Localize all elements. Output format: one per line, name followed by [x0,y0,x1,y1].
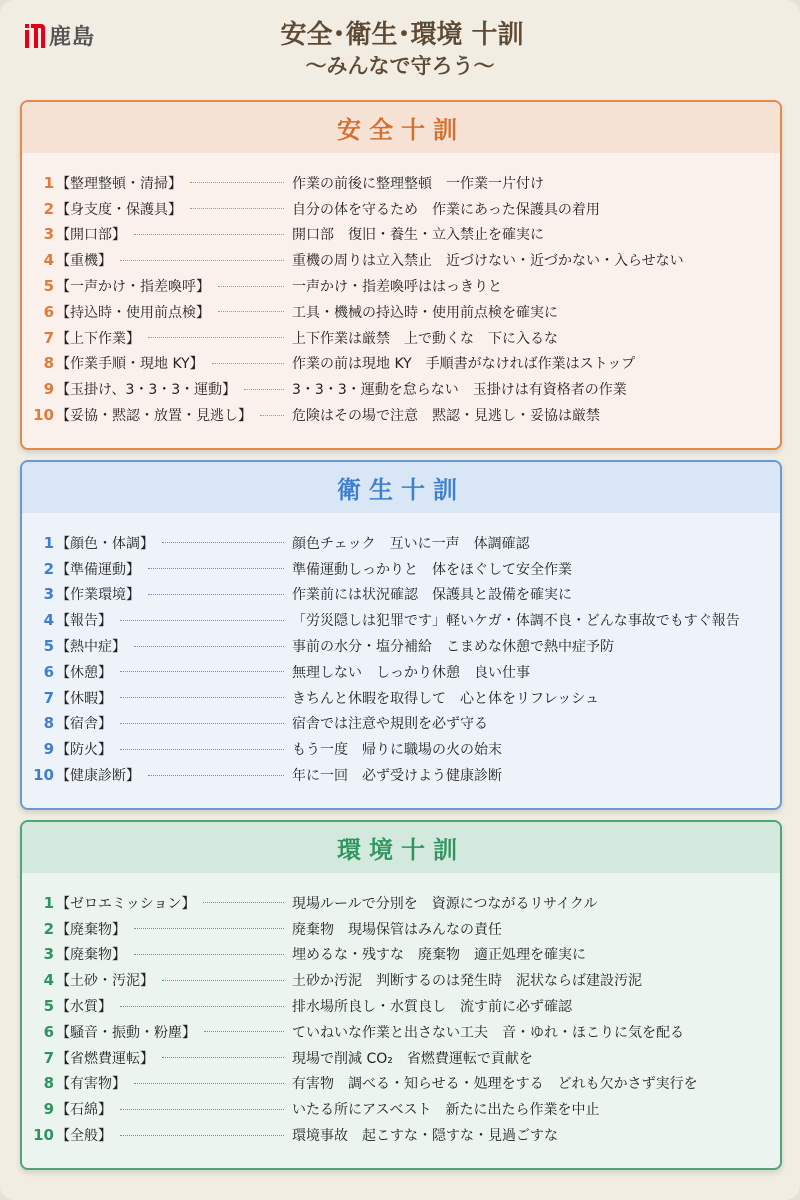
list-item [22,1096,780,1122]
item-number: 2 [43,559,54,578]
item-label: 【休暇】 [56,690,112,707]
list-item [22,967,780,993]
environment-section [20,820,782,1170]
item-number: 3 [43,585,54,604]
dotted-leader [120,260,284,261]
list-item [22,402,780,428]
item-desc: 作業前には状況確認 保護具と設備を確実に [292,587,572,604]
list-item [22,607,780,633]
list-item [22,916,780,942]
item-desc: 現場ルールで分別を 資源につながるリサイクル [292,895,598,912]
item-number: 10 [33,766,54,785]
item-label: 【土砂・汚泥】 [56,973,154,990]
section-title: 安全十訓 [22,102,780,153]
item-number: 5 [43,637,54,656]
item-label: 【重機】 [56,253,112,270]
item-number: 6 [43,662,54,681]
item-desc: いたる所にアスベスト 新たに出たら作業を中止 [292,1102,600,1119]
list-item [22,1122,780,1148]
list-item [22,711,780,737]
item-label: 【健康診断】 [56,768,140,785]
item-label: 【持込時・使用前点検】 [56,304,210,321]
list-item [22,942,780,968]
rule-list [22,513,780,804]
dotted-leader [120,723,284,724]
item-label: 【身支度・保護具】 [56,201,182,218]
list-item [22,170,780,196]
item-number: 2 [43,199,54,218]
item-label: 【報告】 [56,613,112,630]
item-label: 【作業環境】 [56,587,140,604]
list-item [22,299,780,325]
item-label: 【準備運動】 [56,561,140,578]
item-desc: 廃棄物 現場保管はみんなの責任 [292,921,502,938]
dotted-leader [190,208,284,209]
item-number: 10 [33,406,54,425]
dotted-leader [120,1006,284,1007]
dotted-leader [148,594,284,595]
item-label: 【宿舎】 [56,716,112,733]
list-item [22,273,780,299]
item-number: 9 [43,380,54,399]
item-label: 【上下作業】 [56,330,140,347]
item-desc: 開口部 復旧・養生・立入禁止を確実に [292,227,544,244]
logo-text: 鹿島 [49,25,96,50]
dotted-leader [120,1135,284,1136]
item-desc: 作業の前は現地 KY 手順書がなければ作業はストップ [292,356,636,373]
item-label: 【休憩】 [56,664,112,681]
dotted-leader [134,928,284,929]
item-number: 6 [43,302,54,321]
item-number: 8 [43,1074,54,1093]
dotted-leader [162,542,284,543]
list-item [22,659,780,685]
item-number: 3 [43,945,54,964]
item-desc: 土砂か汚泥 判断するのは発生時 泥状ならば建設汚泥 [292,973,642,990]
item-label: 【妥協・黙認・放置・見逃し】 [56,408,252,425]
list-item [22,351,780,377]
item-number: 1 [43,173,54,192]
dotted-leader [190,182,284,183]
item-desc: 作業の前後に整理整頓 一作業一片付け [292,175,544,192]
page-title: 安全･衛生･環境 十訓 [280,20,524,50]
item-number: 10 [33,1126,54,1145]
item-number: 5 [43,997,54,1016]
dotted-leader [203,902,284,903]
dotted-leader [218,286,284,287]
dotted-leader [134,234,284,235]
list-item [22,1045,780,1071]
item-desc: 宿舎では注意や規則を必ず守る [292,716,488,733]
item-number: 3 [43,225,54,244]
item-desc: ていねいな作業と出さない工夫 音・ゆれ・ほこりに気を配る [292,1024,684,1041]
list-item [22,736,780,762]
dotted-leader [134,1083,284,1084]
item-number: 9 [43,740,54,759]
item-desc: 顔色チェック 互いに一声 体調確認 [292,535,530,552]
list-item [22,325,780,351]
item-label: 【水質】 [56,999,112,1016]
dotted-leader [162,1057,284,1058]
list-item [22,633,780,659]
item-number: 7 [43,688,54,707]
item-desc: 年に一回 必ず受けよう健康診断 [292,768,502,785]
dotted-leader [148,568,284,569]
dotted-leader [162,980,284,981]
item-label: 【有害物】 [56,1076,126,1093]
item-desc: 準備運動しっかりと 体をほぐして安全作業 [292,561,572,578]
list-item [22,685,780,711]
list-item [22,247,780,273]
dotted-leader [218,311,284,312]
item-desc: 重機の周りは立入禁止 近づけない・近づかない・入らせない [292,253,684,270]
health-section [20,460,782,810]
item-label: 【玉掛け、3・3・3・運動】 [56,382,237,399]
item-label: 【騒音・振動・粉塵】 [56,1024,196,1041]
item-desc: 上下作業は厳禁 上で動くな 下に入るな [292,330,558,347]
item-label: 【一声かけ・指差喚呼】 [56,279,210,296]
dotted-leader [134,646,284,647]
item-desc: 無理しない しっかり休憩 良い仕事 [292,664,530,681]
item-desc: 自分の体を守るため 作業にあった保護具の着用 [292,201,600,218]
list-item [22,556,780,582]
dotted-leader [204,1031,284,1032]
dotted-leader [134,954,284,955]
list-item [22,993,780,1019]
item-desc: 危険はその場で注意 黙認・見逃し・妥協は厳禁 [292,408,600,425]
item-number: 4 [43,611,54,630]
dotted-leader [212,363,284,364]
item-desc: 環境事故 起こすな・隠すな・見過ごすな [292,1128,558,1145]
list-item [22,1071,780,1097]
item-number: 5 [43,277,54,296]
item-number: 8 [43,714,54,733]
rule-list [22,153,780,444]
dotted-leader [120,1109,284,1110]
item-label: 【廃棄物】 [56,947,126,964]
list-item [22,530,780,556]
section-title: 環境十訓 [22,822,780,873]
item-label: 【防火】 [56,742,112,759]
item-desc: 一声かけ・指差喚呼ははっきりと [292,279,502,296]
dotted-leader [244,389,284,390]
item-label: 【ゼロエミッション】 [56,895,196,912]
list-item [22,196,780,222]
item-desc: 3・3・3・運動を怠らない 玉掛けは有資格者の作業 [292,382,627,399]
item-label: 【石綿】 [56,1102,112,1119]
item-number: 2 [43,919,54,938]
item-label: 【顔色・体調】 [56,535,154,552]
item-desc: 「労災隠しは犯罪です」軽いケガ・体調不良・どんな事故でもすぐ報告 [292,613,740,630]
item-label: 【整理整頓・清掃】 [56,175,182,192]
item-number: 8 [43,354,54,373]
item-desc: きちんと休暇を取得して 心と体をリフレッシュ [292,690,600,707]
item-number: 9 [43,1100,54,1119]
safety-section [20,100,782,450]
dotted-leader [120,749,284,750]
dotted-leader [120,697,284,698]
list-item [22,582,780,608]
item-number: 4 [43,971,54,990]
dotted-leader [260,415,284,416]
list-item [22,376,780,402]
item-number: 1 [43,533,54,552]
rule-list [22,873,780,1164]
section-title: 衛生十訓 [22,462,780,513]
item-number: 7 [43,1048,54,1067]
page-subtitle: 〜みんなで守ろう〜 [305,54,495,78]
dotted-leader [148,775,284,776]
item-label: 【省燃費運転】 [56,1050,154,1067]
item-desc: 排水場所良し・水質良し 流す前に必ず確認 [292,999,572,1016]
item-number: 6 [43,1022,54,1041]
list-item [22,1019,780,1045]
item-desc: 工具・機械の持込時・使用前点検を確実に [292,304,558,321]
dotted-leader [120,671,284,672]
item-desc: 埋めるな・残すな 廃棄物 適正処理を確実に [292,947,586,964]
item-label: 【作業手順・現地 KY】 [56,356,204,373]
dotted-leader [148,337,284,338]
item-label: 【熱中症】 [56,639,126,656]
item-number: 7 [43,328,54,347]
item-desc: 現場で削減 CO₂ 省燃費運転で貢献を [292,1050,533,1067]
item-desc: もう一度 帰りに職場の火の始末 [292,742,502,759]
item-desc: 有害物 調べる・知らせる・処理をする どれも欠かさず実行を [292,1076,698,1093]
item-desc: 事前の水分・塩分補給 こまめな休憩で熱中症予防 [292,639,614,656]
item-label: 【全般】 [56,1128,112,1145]
item-number: 4 [43,251,54,270]
list-item [22,222,780,248]
header [0,18,800,80]
item-number: 1 [43,893,54,912]
list-item [22,890,780,916]
dotted-leader [120,620,284,621]
list-item [22,762,780,788]
item-label: 【廃棄物】 [56,921,126,938]
item-label: 【開口部】 [56,227,126,244]
